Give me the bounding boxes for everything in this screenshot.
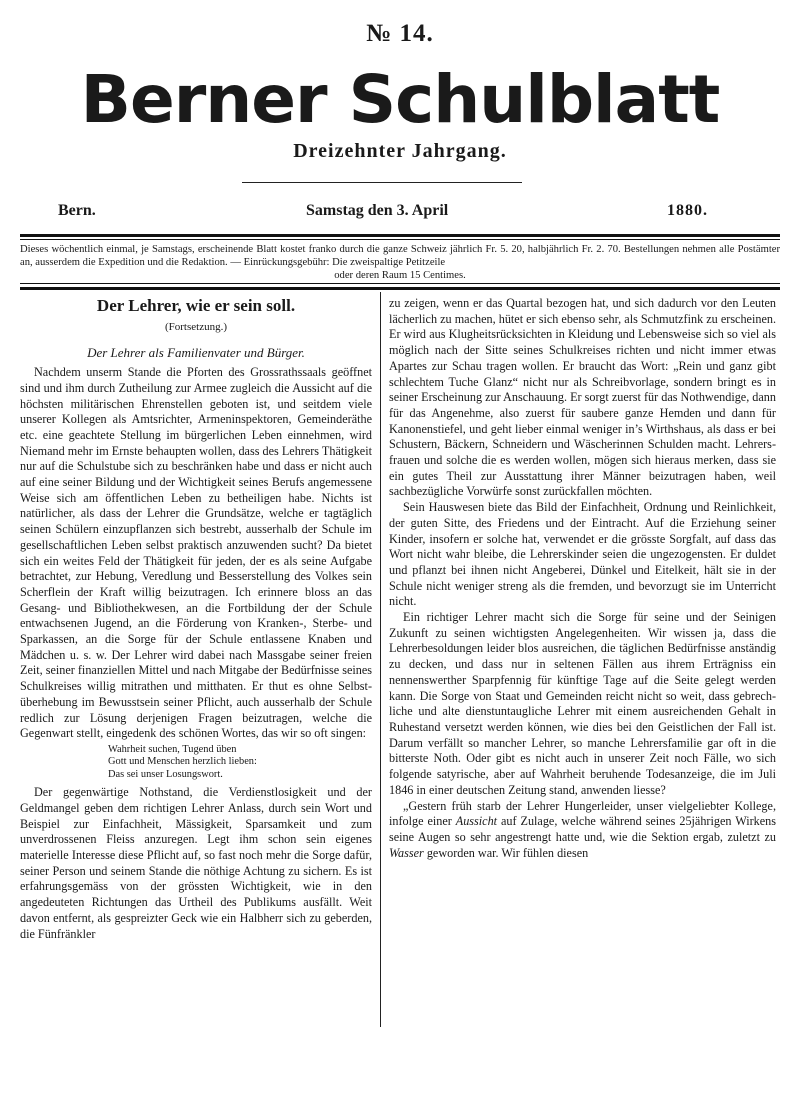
paragraph: Sein Hauswesen biete das Bild der Einfachheit, Ordnung und Reinlichkeit, der guten Sitte, des Friedens und der Eintracht. Auf die Erziehung seiner Kinder, insofern er solche hat, verwendet er die grösste Sorgfalt, auf dass das Wort nicht wahr bleibe, die Lehrerskinder seien die ungezogensten. Er duldet und pflanzt bei ihnen nicht Angeberei, Dünkel und Eitelkeit, hält sie in der Schule nicht weniger streng als die fremden, und bevorzugt sie im Unterricht nicht. [389,500,776,609]
dateline-date: Samstag den 3. April [306,202,449,219]
header-rule-bottom-thin [20,283,780,284]
article-title: Der Lehrer, wie er sein soll. [96,296,296,315]
paragraph [389,799,776,862]
masthead-subtitle: Dreizehnter Jahrgang. [293,140,507,162]
paragraph: Der gegenwärtige Nothstand, die Verdienstlosigkeit und der Geldmangel geben dem richtigen Lehrer Anlass, durch sein Wort und Beispiel zur Einfachheit, Mässigkeit, Sparsamkeit und zum unverdrossenen Fleiss anzuregen. Legt ihm schon sein eigenes materielle Interesse diese Pflicht auf, so fast noch mehr die Sorge dafür, seiner Person und seinem Stande die nöthige Achtung zu sichern. Es ist erfahrungsgemäss von der grössten Wichtigkeit, wie in den angedeuteten Richtungen das Urtheil des Publikums ausfällt. Weit davon entfernt, als gespreizter Geck wie ein Halbherr sich zu geberden, die Fünfränkler [20,785,372,941]
poem-line: Gott und Menschen herzlich lieben: [108,756,257,768]
text-run: geworden war. Wir fühlen diesen [426,845,589,860]
article-column-right [389,296,776,861]
masthead-title: Berner Schulblatt [80,61,720,138]
italic-word: Aussicht [455,814,498,829]
section-heading: Der Lehrer als Familienvater und Bürger. [87,345,305,361]
paragraph: Nachdem unserm Stande die Pforten des Grossrathssaals geöffnet sind und ihm durch Zutheilung zur Armee zugleich die Aussicht auf die höchsten militärischen Ehrenstellen geboten ist, und seitdem viele unserer Kollegen als Amtsrichter, Armeninspektoren, Gemeinderäthe etc. eine geachtete Stellung im bürgerlichen Leben einnehmen, wird Niemand mehr im Ernste behaupten wollen, dass des Lehrers Thätigkeit nur auf die Schulstube sich zu beschränken habe und dass er nicht auch auf eine seiner Bildung und der Wichtigkeit seines Berufs angemessene Weise sich am öffentlichen Leben zu betheiligen habe. Nichts ist natürlicher, als dass der Lehrer die Grundsätze, welche er tagtäglich seinen Schülern einzupflanzen sich bestrebt, ausserhalb der Schule im gesellschaftlichen Leben selbst praktisch anzuwenden sucht? Da bietet sich ein weites Feld der Thätigkeit für jeden, der es als seine Aufgabe betrachtet, zur Hebung, Veredlung und Besserstellung des Volkes sein Scherflein der Kraft willig beizutragen. Ich erinnere bloss an das Gesang- und Bibliothekwesen, an die Fortbildung der der Schule entwachsenen Jugend, an die Förderung von Kranken-, Sterbe- und Sparkassen, an die Sorge für der Schule entlassene Knaben und Mädchen u. s. w. Der Lehrer wird dabei nach Massgabe seiner freien Zeit, seiner finanziellen Mittel und nach Mitgabe der Bedürfnisse seines Schulkreises willig mitrathen und mitthaten. Er thut es ohne Selbstüberhebung im Bewusstsein seiner Pflicht, auch ausserhalb der Schule redlich zur Lösung derjenigen Fragen beizutragen, welche die Gegenwart stellt, eingedenk des schönen Wortes, das wir so oft singen: [20,365,372,741]
dateline [58,202,708,226]
header-rule-top-thin [20,239,780,240]
header-rule-bottom [20,287,780,290]
column-divider [380,292,381,1027]
dateline-year: 1880. [667,202,708,219]
issue-number: № 14. [366,20,434,47]
text-run: „Gestern früh starb der Lehrer Hungerleider, unser vielgeliebter Kollege, infolge einer [389,798,776,829]
poem-line: Das sei unser Losungswort. [108,768,223,780]
notice-text-end: oder deren Raum 15 Centimes. [334,270,466,281]
header-rule-top [20,234,780,237]
dateline-place: Bern. [58,202,96,219]
paragraph: zu zeigen, wenn er das Quartal bezogen hat, und sich dadurch vor den Leuten lächerlich zu machen, hütet er sich ebenso sehr, als Schmutzfink zu erscheinen. Er wird aus Klugheitsrücksichten in Kleidung und Lebensweise sich so viel als möglich nach der Sitte seines Schulkreises richten und nicht immer etwas Apartes zur Schau tragen wollen. Er braucht das Wort: „Rein und ganz gibt schlechtem Tuche Glanz“ nicht nur als Schreibvorlage, sondern bringt es in seiner Erscheinung zur Anschauung. Er sorgt zuerst für das Nothwendige, dann für das Angenehme, also zuerst für saubere ganze Hemden und dann für Kanonenstiefel, und geht lieber einmal weniger in’s Wirthshaus, als dass er bei Schustern, Bäckern, Schneidern und Wäscherinnen Schulden macht. Lehrersfrauen und solche die es werden wollen, mögen sich hieraus merken, dass sie ein gutes Theil zur Ausstattung ihrer Männer beizutragen haben, weil sachbezügliche Vorwürfe sonst zurückfallen möchten. [389,296,776,499]
paragraph: Ein richtiger Lehrer macht sich die Sorge für seine und der Seinigen Zukunft zu seinen wichtigsten Angelegenheiten. Wir wissen ja, dass die Lehrerbesoldungen leider blos ausreichen, die täglichen Bedürfnisse anständig zu decken, und dass nur in seltenen Fällen aus ihrem Erträgniss ein nennenswerther Sparpfennig für künftige Tage auf die Seite gelegt werden kann. Die Sorge von Staat und Gemeinden reicht nicht so weit, dass gebrechliche und alte dienstuntaugliche Lehrer mit einem ausreichenden Gehalt in Ruhestand versetzt werden können, wie dies bei den Geistlichen der Fall ist. Darum verfällt so mancher Lehrer, so manche Lehrersfamilie gar oft in die bitterste Noth. Oder gibt es nicht auch in unserer Zeit noch Fälle, wo sich folgende satyrische, aber auf Wahrheit beruhende Todesanzeige, die im Juli 1846 in einer deutschen Zeitung stand, anwenden liesse? [389,610,776,797]
masthead-divider [242,182,522,183]
article-column-left [20,296,372,942]
article-continuation: (Fortsetzung.) [164,320,227,333]
subscription-notice [20,243,780,282]
notice-text: Dieses wöchentlich einmal, je Samstags, erscheinende Blatt kostet franko durch die ganze Schweiz jährlich Fr. 5. 20, halbjährlich Fr. 2. 70. Bestellungen nehmen alle Postämter an, ausserdem die Expedition und die Redaktion. — Einrückungsgebühr: Die zweispaltige Petitzeile [20,244,780,268]
italic-word: Wasser [389,845,424,860]
poem-line: Wahrheit suchen, Tugend üben [108,743,237,755]
text-run: auf Zulage, welche während seines 25jährigen Wirkens seine Augen so sehr angestrengt hatte und, wie die Sektion ergab, zuletzt zu [389,814,776,844]
poem-quote [108,744,372,781]
